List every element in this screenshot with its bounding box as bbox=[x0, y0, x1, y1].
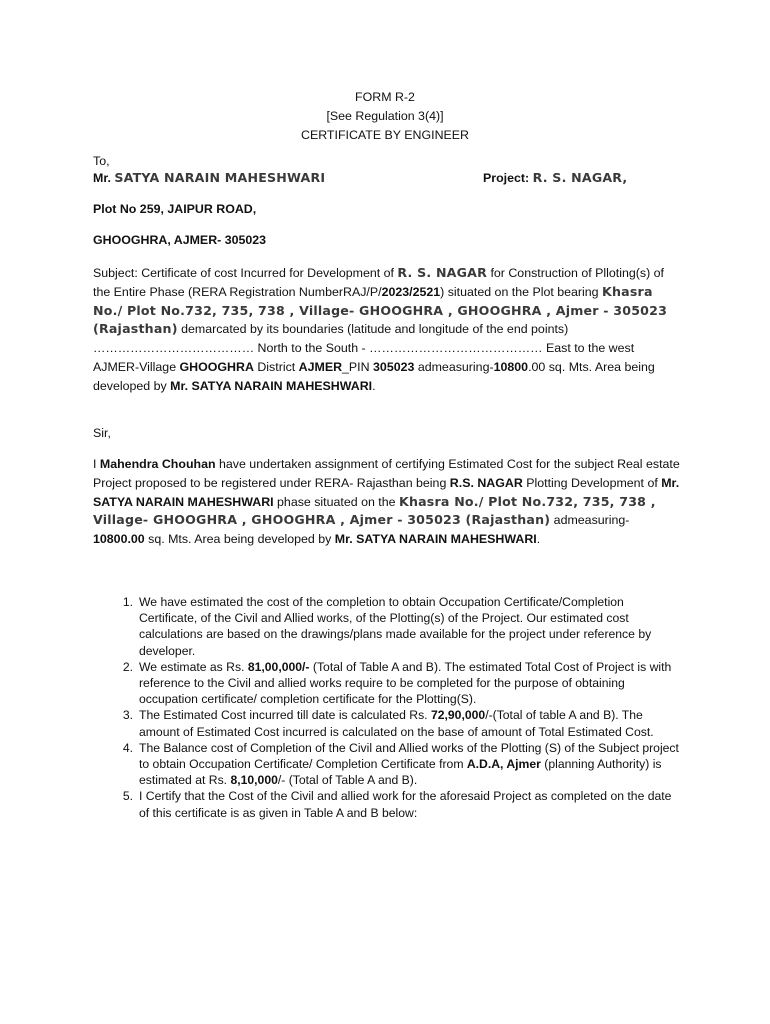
pin-code: 305023 bbox=[373, 359, 415, 374]
item-text: /- (Total of Table A and B). bbox=[277, 773, 418, 788]
area-value: 10800 bbox=[493, 359, 529, 374]
subject-text: District bbox=[253, 359, 299, 374]
body-text: Plotting Development of bbox=[522, 475, 662, 490]
body-text: sq. Mts. Area being developed by bbox=[144, 532, 335, 547]
form-header bbox=[0, 88, 770, 144]
body-text: admeasuring- bbox=[550, 513, 630, 528]
to-label: To, bbox=[93, 154, 110, 168]
item-text: /-(Total of table A and B). The amount of Estimated Cost incurred is calculated on the base of amount of Total Estimated Cost. bbox=[139, 708, 654, 739]
item-text: We have estimated the cost of the completion to obtain Occupation Certificate/Completion Certificate, of the Civil and Allied works, of the Plotting(s) of the Project. Our estimated cost calculations are based on the drawings/plans made available for the project under reference by developer. bbox=[139, 595, 652, 658]
item-text: The Balance cost of Completion of the Civil and Allied works of the Plotting (S) of the Subject project to obtain Occupation Certificate/ Completion Certificate from bbox=[139, 740, 679, 772]
subject-text: .00 sq. Mts. Area being developed by bbox=[93, 359, 655, 393]
subject-text: for Construction of Plloting(s) of the Entire Phase (RERA Registration NumberRAJ/P/ bbox=[93, 266, 664, 299]
subject-text: _PIN bbox=[342, 359, 374, 374]
district-name: AJMER bbox=[298, 359, 343, 374]
subject-text: Subject: Certificate of cost Incurred for Development of bbox=[93, 266, 398, 280]
form-title: FORM R-2 bbox=[355, 90, 415, 104]
list-item bbox=[122, 788, 679, 820]
developer-name: Mr. SATYA NARAIN MAHESHWARI bbox=[93, 475, 680, 509]
salutation: Sir, bbox=[93, 426, 111, 440]
subject-text: . bbox=[372, 378, 376, 393]
address-line-1: Plot No 259, JAIPUR ROAD, bbox=[93, 202, 257, 216]
list-item bbox=[122, 659, 679, 708]
body-text: . bbox=[536, 532, 541, 547]
project-name: R.S. NAGAR bbox=[449, 475, 523, 490]
village-name: GHOOGHRA bbox=[179, 359, 254, 374]
subject-text: admeasuring- bbox=[414, 359, 494, 374]
list-item bbox=[122, 740, 679, 789]
addressee bbox=[93, 169, 325, 188]
engineer-name: Mahendra Chouhan bbox=[99, 457, 216, 471]
item-text: We estimate as Rs. bbox=[139, 659, 248, 674]
developer-name: Mr. SATYA NARAIN MAHESHWARI bbox=[170, 378, 373, 393]
body-text: have undertaken assignment of certifying Estimated Cost for the subject Real estate Project proposed to be registered under RERA- Rajasthan being bbox=[93, 457, 680, 490]
incurred-cost-amount: 72,90,000 bbox=[430, 708, 486, 723]
subject-paragraph bbox=[93, 264, 683, 396]
subject-text: ) situated on the Plot bearing bbox=[440, 284, 603, 299]
item-text: The Estimated Cost incurred till date is calculated Rs. bbox=[139, 708, 431, 723]
body-text: phase situated on the bbox=[273, 494, 399, 509]
item-text: (Total of Table A and B). The estimated Total Cost of Project is with reference to the Civil and allied works require to be completed for the purpose of obtaining occupation certificate/ completion certificate for the Plotting(S). bbox=[139, 659, 672, 707]
area-value: 10800.00 bbox=[93, 532, 145, 547]
balance-cost-amount: 8,10,000 bbox=[230, 773, 278, 788]
list-item bbox=[122, 707, 679, 739]
addressee-prefix: Mr. bbox=[93, 171, 111, 185]
list-item bbox=[122, 594, 679, 659]
regulation-reference: [See Regulation 3(4)] bbox=[326, 108, 444, 123]
project-label: Project: bbox=[483, 171, 530, 185]
planning-authority: A.D.A, Ajmer bbox=[466, 757, 541, 772]
address-line-2: GHOOGHRA, AJMER- 305023 bbox=[93, 233, 267, 247]
item-number: 4. bbox=[122, 740, 133, 755]
subject-project-name: R. S. NAGAR bbox=[397, 265, 488, 280]
addressee-name: SATYA NARAIN MAHESHWARI bbox=[114, 170, 326, 185]
item-number: 2. bbox=[122, 659, 133, 674]
project-line bbox=[483, 169, 627, 188]
subject-text: demarcated by its boundaries (latitude and longitude of the end points) ………………………………… North to the South - …………………………………… East to the west AJMER-Village bbox=[93, 322, 635, 374]
item-text: (planning Authority) is estimated at Rs. bbox=[139, 757, 662, 788]
certificate-title: CERTIFICATE BY ENGINEER bbox=[301, 127, 469, 142]
item-text: I Certify that the Cost of the Civil and allied work for the aforesaid Project as completed on the date of this certificate is as given in Table A and B below: bbox=[139, 789, 672, 820]
item-number: 5. bbox=[122, 789, 133, 804]
project-name: R. S. NAGAR, bbox=[532, 170, 628, 185]
developer-name: Mr. SATYA NARAIN MAHESHWARI bbox=[334, 532, 537, 547]
item-number: 3. bbox=[122, 708, 133, 723]
rera-number: 2023/2521 bbox=[381, 284, 441, 299]
plot-location: Khasra No./ Plot No.732, 735, 738 , Village- GHOOGHRA , GHOOGHRA , Ajmer - 305023 (Rajasthan) bbox=[93, 493, 656, 528]
body-text: I bbox=[93, 457, 100, 471]
total-cost-amount: 81,00,000/- bbox=[247, 659, 310, 674]
plot-location: Khasra No./ Plot No.732, 735, 738 , Village- GHOOGHRA , GHOOGHRA , Ajmer - 305023 (Rajasthan) bbox=[93, 283, 668, 337]
certification-list bbox=[122, 594, 679, 821]
item-number: 1. bbox=[122, 595, 133, 609]
body-paragraph bbox=[93, 455, 683, 549]
